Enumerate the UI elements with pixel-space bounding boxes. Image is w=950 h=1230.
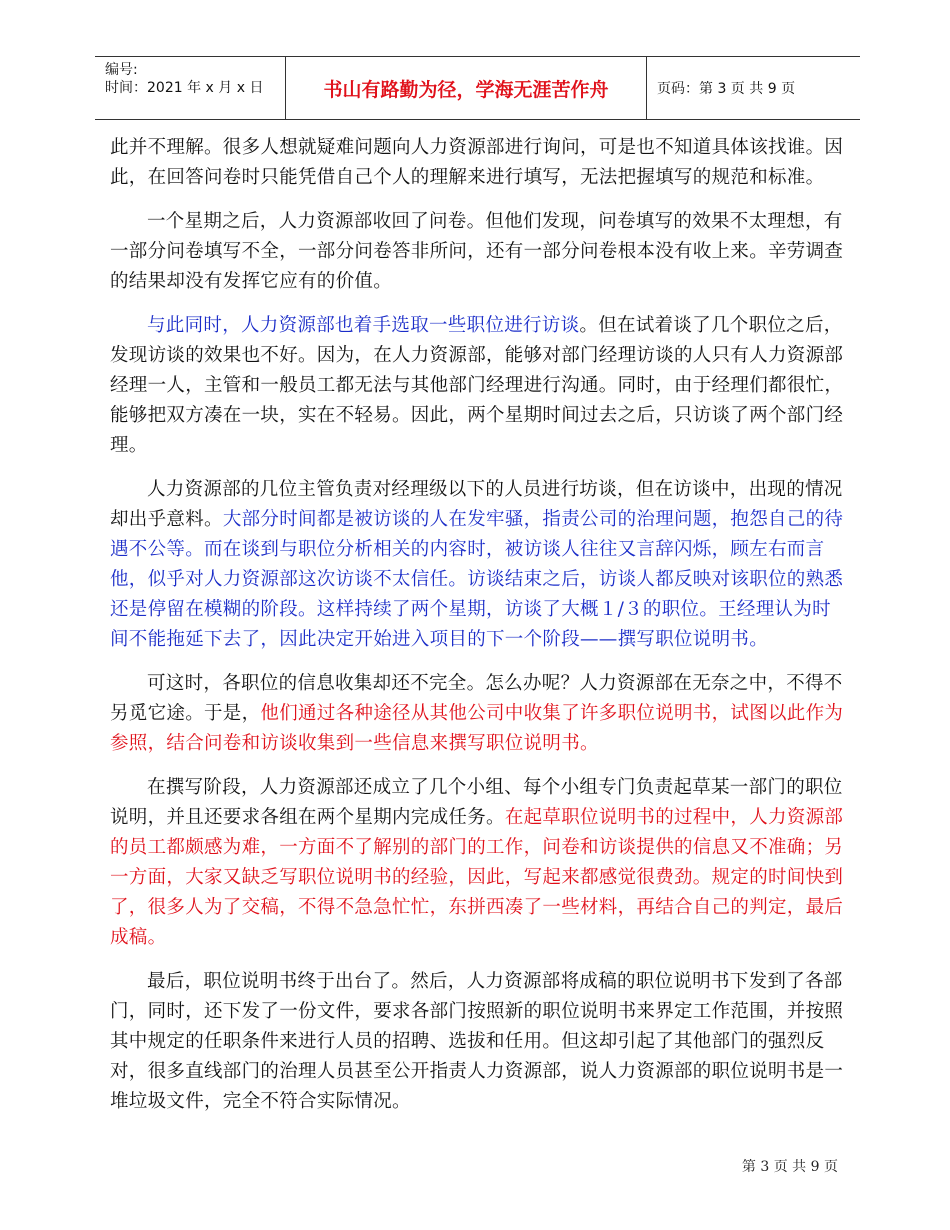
time-label: 时间：2021 年 x 月 x 日 xyxy=(105,80,264,96)
text-segment: 最后，职位说明书终于出台了。然后，人力资源部将成稿的职位说明书下发到了各部门，同时，还下发了一份文件，要求各部门按照新的职位说明书来界定工作范围，并按照其中规定的任职条件来进行人员的招聘、选拔和任用。但这却引起了其他部门的强烈反对，很多直线部门的治理人员甚至公开指责人力资源部，说人力资源部的职位说明书是一堆垃圾文件，完全不符合实际情况。 xyxy=(110,971,844,1112)
page-header xyxy=(95,56,860,120)
paragraph xyxy=(110,967,845,1117)
text-segment: 一个星期之后，人力资源部收回了问卷。但他们发现，问卷填写的效果不太理想，有一部分问卷填写不全，一部分问卷答非所问，还有一部分问卷根本没有收上来。辛劳调查的结果却没有发挥它应有的价值。 xyxy=(110,211,844,292)
paragraph xyxy=(110,133,845,193)
highlight-blue: 大部分时间都是被访谈的人在发牢骚，指责公司的治理问题，抱怨自己的待遇不公等。而在谈到与职位分析相关的内容时，被访谈人往往又言辞闪烁，顾左右而言他，似乎对人力资源部这次访谈不太信任。访谈结束之后，访谈人都反映对该职位的熟悉还是停留在模糊的阶段。这样持续了两个星期，访谈了大概１/３的职位。王经理认为时间不能拖延下去了，因此决定开始进入项目的下一个阶段——撰写职位说明书。 xyxy=(110,509,844,650)
paragraph xyxy=(110,669,845,759)
highlight-red: 在起草职位说明书的过程中，人力资源部的员工都颇感为难，一方面不了解别的部门的工作，问卷和访谈提供的信息又不准确；另一方面，大家又缺乏写职位说明书的经验，因此，写起来都感觉很费劲。规定的时间快到了，很多人为了交稿，不得不急急忙忙，东拼西凑了一些材料，再结合自己的判定，最后成稿。 xyxy=(110,807,844,948)
header-page-number: 页码：第 3 页 共 9 页 xyxy=(657,81,796,97)
text-segment: 此并不理解。很多人想就疑难问题向人力资源部进行询问，可是也不知道具体该找谁。因此，在回答问卷时只能凭借自己个人的理解来进行填写，无法把握填写的规范和标准。 xyxy=(110,137,844,188)
text-segment: 。但在试着谈了几个职位之后，发现访谈的效果也不好。因为，在人力资源部，能够对部门经理访谈的人只有人力资源部经理一人，主管和一般员工都无法与其他部门经理进行沟通。同时，由于经理们都很忙，能够把双方凑在一块，实在不轻易。因此，两个星期时间过去之后，只访谈了两个部门经理。 xyxy=(110,315,844,456)
text-segment: 可这时，各职位的信息收集却还不完全。怎么办呢？人力资源部在无奈之中，不得不另觅它途。于是， xyxy=(110,673,843,724)
header-meta xyxy=(95,57,285,119)
text-segment: 在撰写阶段，人力资源部还成立了几个小组、每个小组专门负责起草某一部门的职位说明，并且还要求各组在两个星期内完成任务。 xyxy=(110,777,843,828)
paragraph xyxy=(110,207,845,297)
paragraph xyxy=(110,311,845,461)
highlight-red: 他们通过各种途径从其他公司中收集了许多职位说明书，试图以此作为参照，结合问卷和访谈收集到一些信息来撰写职位说明书。 xyxy=(110,703,844,754)
highlight-blue: 与此同时，人力资源部也着手选取一些职位进行访谈 xyxy=(147,315,580,336)
paragraph xyxy=(110,475,845,655)
page-footer: 第 3 页 共 9 页 xyxy=(741,1159,838,1175)
header-motto: 书山有路勤为径，学海无涯苦作舟 xyxy=(285,57,647,119)
text-segment: 人力资源部的几位主管负责对经理级以下的人员进行坊谈，但在访谈中，出现的情况却出乎意料。 xyxy=(110,479,843,530)
code-label: 编号: xyxy=(105,62,138,78)
paragraph xyxy=(110,773,845,953)
document-body xyxy=(110,133,845,1131)
